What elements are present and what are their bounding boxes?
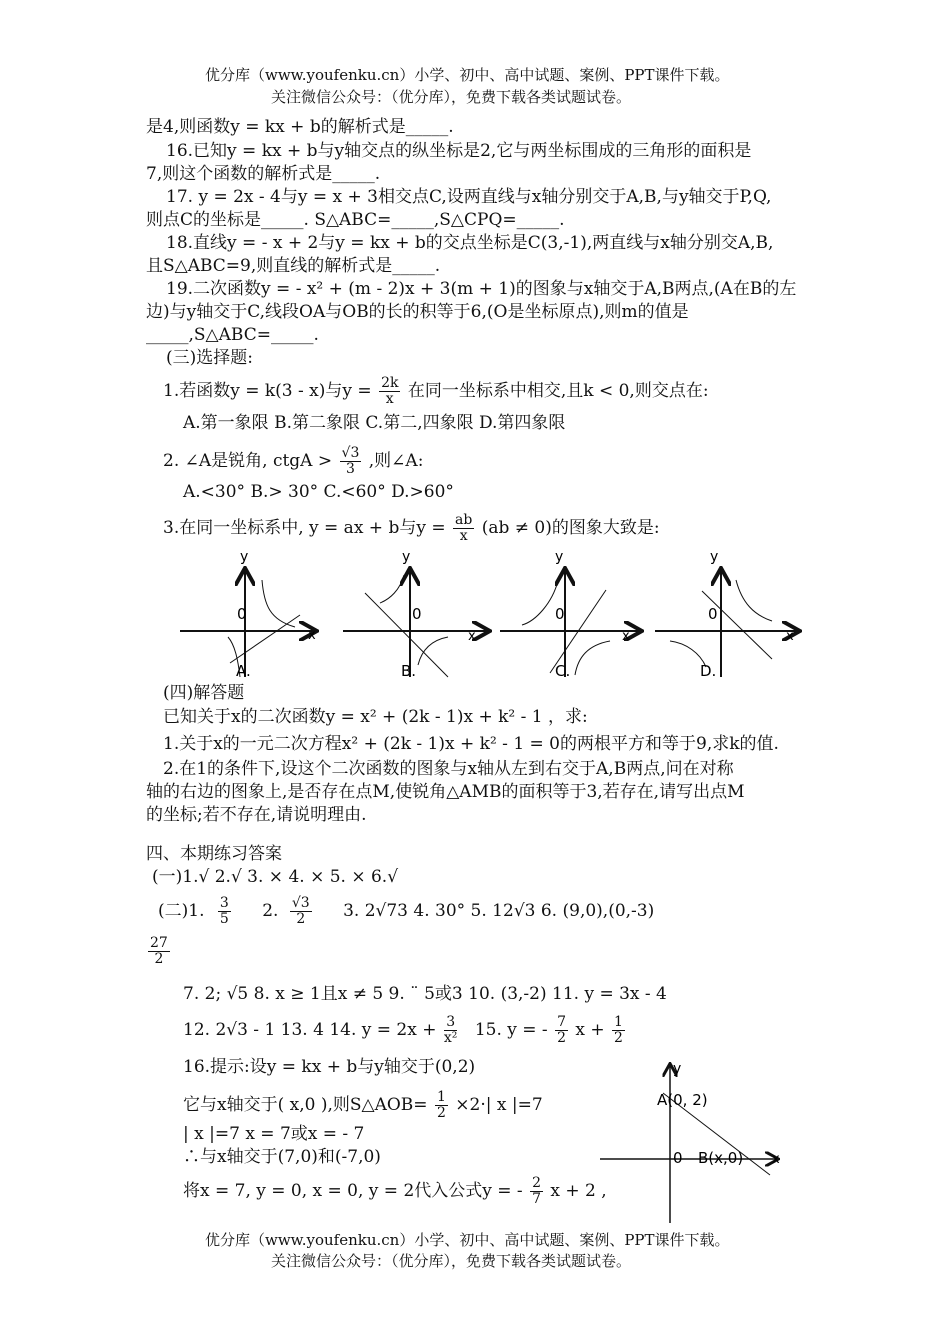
answer-figure-x-label: x: [772, 1152, 780, 1167]
line-08: 19.二次函数y = - x² + (m - 2)x + 3(m + 1)的图象与x轴交于A,B两点,(A在B的左: [166, 279, 797, 299]
fraction-sqrt3-over-2: $\frac{√3}{2}$: [291, 895, 310, 927]
graph-c-origin: 0: [555, 605, 565, 623]
fraction-1-over-2-b: $\frac{1}{2}$: [436, 1089, 446, 1121]
graph-c-y-label: y: [555, 549, 564, 565]
graph-d-origin: 0: [708, 605, 718, 623]
answers-item-16-area-b: ×2·| x |=7: [455, 1095, 543, 1115]
graph-d-x-label: x: [786, 629, 794, 644]
graph-b-origin: 0: [412, 605, 422, 623]
option-graphs: [170, 545, 810, 685]
graph-b-x-label: x: [468, 629, 476, 644]
answers-item-16-intersections: ∴与x轴交于(7,0)和(-7,0): [183, 1147, 381, 1167]
line-02: 16.已知y = kx + b与y轴交点的纵坐标是2,它与两坐标围成的三角形的面积是: [166, 141, 752, 161]
section-answer-title: (四)解答题: [163, 683, 245, 703]
answers-item-16-substitute-a: 将x = 7, y = 0, x = 0, y = 2代入公式y = -: [183, 1181, 523, 1201]
fraction-3-over-x2: $\frac{3}{\text{x²}}$: [443, 1014, 458, 1046]
answer-question-1: 1.关于x的一元二次方程x² + (2k - 1)x + k² - 1 = 0的两根平方和等于9,求k的值.: [163, 734, 779, 754]
answers-items-7-to-11: 7. 2; √5 8. x ≥ 1且x ≠ 5 9. ¨ 5或3 10. (3,-2) 11. y = 3x - 4: [183, 984, 667, 1004]
answer-figure-y-label: y: [673, 1061, 682, 1077]
choice-3-part-a: 3.在同一坐标系中, y = ax + b与y =: [163, 518, 446, 538]
choice-2-question: [163, 446, 423, 477]
answer-figure-point-a: A(0, 2): [657, 1091, 708, 1109]
graph-a: [180, 549, 316, 680]
graph-d: [655, 549, 798, 680]
graph-a-y-label: y: [240, 549, 249, 565]
answers-items-12-to-14: 12. 2√3 - 1 13. 4 14. y = 2x +: [183, 1020, 437, 1040]
graph-b: [343, 549, 488, 680]
graph-c-label: C.: [555, 662, 571, 680]
fraction-sqrt3-over-3: $\frac{√3}{3}$: [341, 445, 360, 477]
header-line-2: 关注微信公众号：（优分库），免费下载各类试题试卷。: [271, 88, 632, 106]
line-01: 是4,则函数y = kx + b的解析式是_____.: [146, 117, 454, 137]
choice-2-part-b: ,则∠A:: [368, 451, 424, 471]
graph-d-label: D.: [700, 662, 717, 680]
answers-item-16-area-a: 它与x轴交于( x,0 ),则S△AOB=: [183, 1095, 428, 1115]
choice-1-options: A.第一象限 B.第二象限 C.第二,四象限 D.第四象限: [183, 413, 566, 433]
header-line-1: 优分库（www.youfenku.cn）小学、初中、高中试题、案例、PPT课件下载。: [205, 66, 730, 84]
answers-item-15-a: 15. y = -: [474, 1020, 548, 1040]
answers-item-2-label: 2.: [262, 901, 279, 921]
line-04: 17. y = 2x - 4与y = x + 3相交点C,设两直线与x轴分别交于A,B,与y轴交于P,Q,: [166, 187, 772, 207]
choice-3-question: [163, 513, 660, 544]
answers-items-3-to-6: 3. 2√73 4. 30° 5. 12√3 6. (9,0),(0,-3): [343, 901, 655, 921]
answers-item-6-cont: [146, 936, 172, 967]
answer-question-2-cont: 轴的右边的图象上,是否存在点M,使锐角△AMB的面积等于3,若存在,请写出点M: [146, 782, 745, 802]
footer-line-1: 优分库（www.youfenku.cn）小学、初中、高中试题、案例、PPT课件下载。: [205, 1231, 730, 1249]
line-09: 边)与y轴交于C,线段OA与OB的长的积等于6,(O是坐标原点),则m的值是: [146, 302, 689, 322]
answers-item-16-area: [183, 1090, 543, 1121]
line-03: 7,则这个函数的解析式是_____.: [146, 164, 381, 184]
answers-items-12-to-15: [183, 1015, 627, 1046]
choice-1-part-a: 1.若函数y = k(3 - x)与y =: [163, 381, 372, 401]
answers-item-16-substitute: [183, 1176, 607, 1207]
graph-a-origin: 0: [237, 605, 247, 623]
graph-b-label: B.: [401, 662, 417, 680]
fraction-ab-over-x: $\frac{ab}{x}$: [455, 512, 473, 544]
choice-3-part-b: (ab ≠ 0)的图象大致是:: [481, 518, 660, 538]
fraction-1-over-2-a: $\frac{1}{2}$: [614, 1014, 623, 1046]
choice-1-question: [163, 376, 709, 407]
answer-question-intro: 已知关于x的二次函数y = x² + (2k - 1)x + k² - 1 ，求:: [163, 707, 588, 727]
answer-figure-point-b: B(x,0): [698, 1149, 744, 1167]
fraction-27-over-2: $\frac{27}{2}$: [150, 935, 168, 967]
choice-2-part-a: 2. ∠A是锐角, ctgA >: [163, 451, 333, 471]
line-07: 且S△ABC=9,则直线的解析式是_____.: [146, 256, 441, 276]
answers-item-15-b: x +: [575, 1020, 605, 1040]
line-06: 18.直线y = - x + 2与y = kx + b的交点坐标是C(3,-1),两直线与x轴分别交A,B,: [166, 233, 774, 253]
answers-part-2-row-1: [158, 896, 654, 927]
choice-2-options: A.<30° B.> 30° C.<60° D.>60°: [183, 482, 454, 502]
graph-c: [500, 549, 640, 680]
footer-line-2: 关注微信公众号：（优分库），免费下载各类试题试卷。: [271, 1252, 632, 1270]
answer-figure: [595, 1055, 795, 1225]
graph-a-label: A.: [236, 662, 251, 680]
answer-question-2: 2.在1的条件下,设这个二次函数的图象与x轴从左到右交于A,B两点,问在对称: [163, 759, 734, 779]
answers-part-2-label: (二)1.: [158, 901, 205, 921]
answers-part-1: (一)1.√ 2.√ 3. × 4. × 5. × 6.√: [152, 867, 399, 887]
graph-d-y-label: y: [710, 549, 719, 565]
fraction-7-over-2: $\frac{7}{2}$: [557, 1014, 566, 1046]
line-05: 则点C的坐标是_____. S△ABC=_____,S△CPQ=_____.: [146, 210, 565, 230]
fraction-3-over-5: $\frac{3}{5}$: [219, 895, 229, 927]
fraction-2k-over-x: $\frac{2k}{x}$: [381, 375, 399, 407]
graph-b-y-label: y: [402, 549, 411, 565]
answer-figure-origin: 0: [673, 1149, 683, 1167]
section-choice-title: (三)选择题:: [166, 348, 253, 368]
answer-question-2-end: 的坐标;若不存在,请说明理由.: [146, 805, 367, 825]
graph-a-x-label: x: [308, 628, 316, 643]
answers-item-16-abs: | x |=7 x = 7或x = - 7: [183, 1124, 365, 1144]
answers-item-16-substitute-b: x + 2 ,: [550, 1181, 607, 1201]
choice-1-part-b: 在同一坐标系中相交,且k < 0,则交点在:: [407, 381, 709, 401]
answers-item-16-hint: 16.提示:设y = kx + b与y轴交于(0,2): [183, 1057, 476, 1077]
answers-title: 四、本期练习答案: [146, 844, 282, 864]
graph-c-x-label: x: [622, 629, 630, 644]
fraction-2-over-7: $\frac{2}{7}$: [532, 1175, 542, 1207]
line-10: _____,S△ABC=_____.: [146, 325, 319, 345]
